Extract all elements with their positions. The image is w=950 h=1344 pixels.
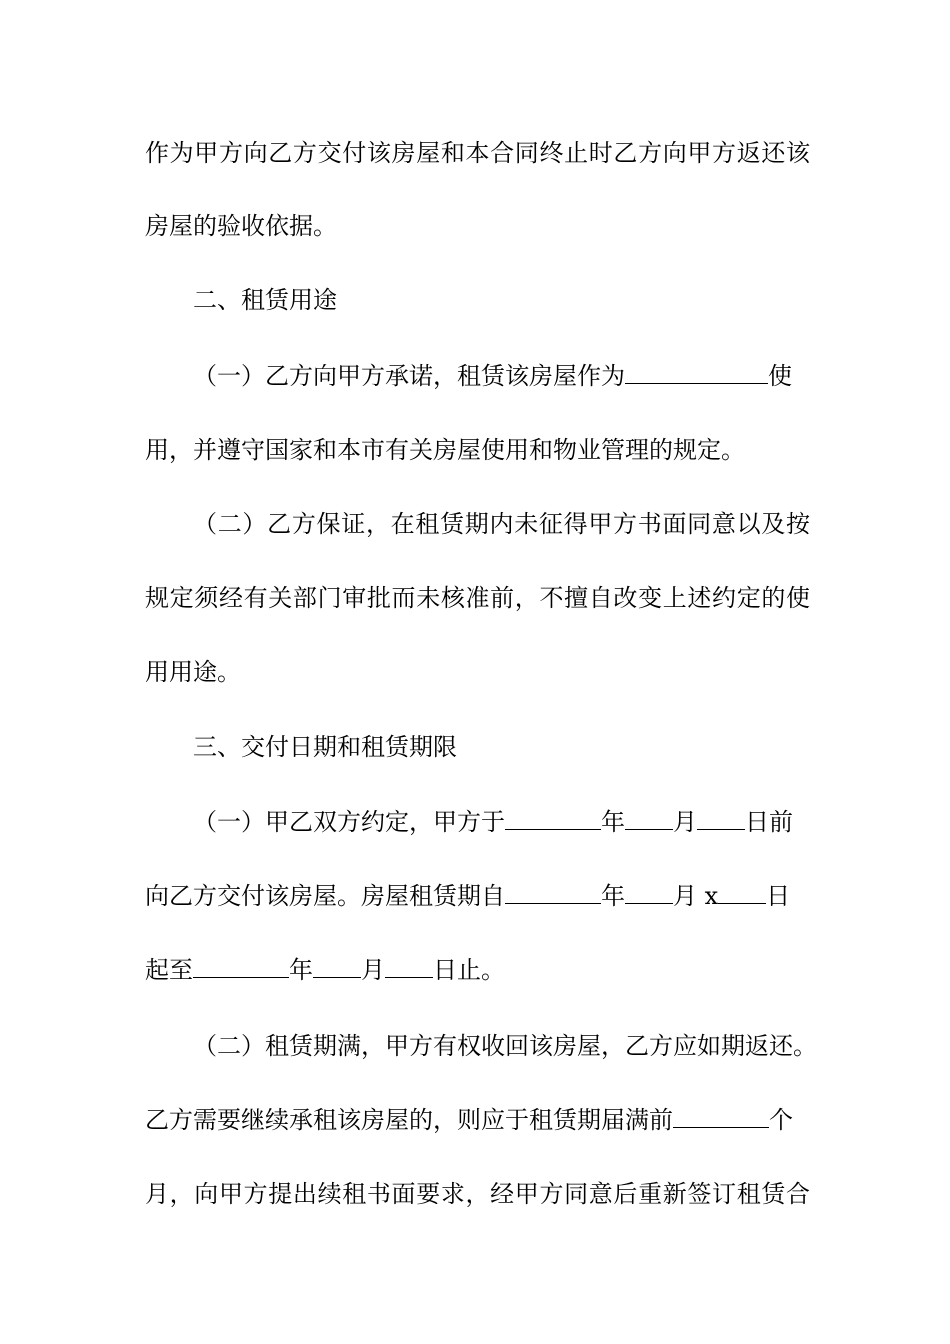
paragraph-line xyxy=(193,504,810,544)
section-heading xyxy=(193,280,858,320)
line-text: 房屋的验收依据。 xyxy=(145,212,337,240)
paragraph-line xyxy=(145,950,810,990)
line-text: 日 xyxy=(766,882,791,910)
fill-in-blank-year[interactable] xyxy=(505,804,601,830)
line-text: （一）甲乙双方约定，甲方于 xyxy=(193,808,505,836)
line-text: 规定须经有关部门审批而未核准前，不擅自改变上述约定的使 xyxy=(145,584,810,612)
line-text: 使 xyxy=(768,362,792,390)
paragraph-line xyxy=(145,1100,810,1140)
fill-in-blank-day[interactable] xyxy=(697,804,745,830)
heading-text: 三、交付日期和租赁期限 xyxy=(193,733,457,761)
line-text: （二）乙方保证，在租赁期内未征得甲方书面同意以及按 xyxy=(193,510,810,538)
line-text: 向乙方交付该房屋。房屋租赁期自 xyxy=(145,882,505,910)
fill-in-blank-day[interactable] xyxy=(718,878,766,904)
line-text: （二）租赁期满，甲方有权收回该房屋，乙方应如期返还。 xyxy=(193,1032,817,1060)
fill-in-blank-month[interactable] xyxy=(313,952,361,978)
line-text: 个 xyxy=(769,1106,793,1134)
line-text: 作为甲方向乙方交付该房屋和本合同终止时乙方向甲方返还该 xyxy=(145,139,810,167)
section-heading xyxy=(193,727,858,767)
line-text: 用用途。 xyxy=(145,658,241,686)
paragraph-line xyxy=(193,356,810,396)
paragraph-line xyxy=(145,1174,810,1214)
paragraph-line xyxy=(193,1026,817,1066)
line-text: （一）乙方向甲方承诺，租赁该房屋作为 xyxy=(193,362,625,390)
paragraph-line xyxy=(145,430,810,470)
line-text: 起至 xyxy=(145,956,193,984)
line-text: 年 xyxy=(601,808,625,836)
paragraph-line xyxy=(145,876,810,916)
paragraph-line xyxy=(145,652,810,692)
line-text: 年 xyxy=(289,956,313,984)
line-text: 年 xyxy=(601,882,625,910)
line-text: 乙方需要继续承租该房屋的，则应于租赁期届满前 xyxy=(145,1106,673,1134)
paragraph-line xyxy=(145,133,810,173)
paragraph-line xyxy=(145,206,810,246)
paragraph-line xyxy=(193,802,810,842)
heading-text: 二、租赁用途 xyxy=(193,286,337,314)
fill-in-blank-day[interactable] xyxy=(385,952,433,978)
fill-in-blank-year[interactable] xyxy=(193,952,289,978)
line-text: 月 xyxy=(361,956,385,984)
fill-in-blank-month[interactable] xyxy=(625,804,673,830)
paragraph-line xyxy=(145,578,810,618)
line-text: 月 xyxy=(673,808,697,836)
fill-in-blank-month[interactable] xyxy=(625,878,673,904)
fill-in-blank-year[interactable] xyxy=(505,878,601,904)
fill-in-blank[interactable] xyxy=(625,358,768,384)
fill-in-blank-months[interactable] xyxy=(673,1102,769,1128)
line-text: 用，并遵守国家和本市有关房屋使用和物业管理的规定。 xyxy=(145,436,745,464)
line-text: 月，向甲方提出续租书面要求，经甲方同意后重新签订租赁合 xyxy=(145,1180,810,1208)
line-text: 日前 xyxy=(745,808,793,836)
line-text: 日止。 xyxy=(433,956,505,984)
line-text: 月 x xyxy=(673,882,719,910)
